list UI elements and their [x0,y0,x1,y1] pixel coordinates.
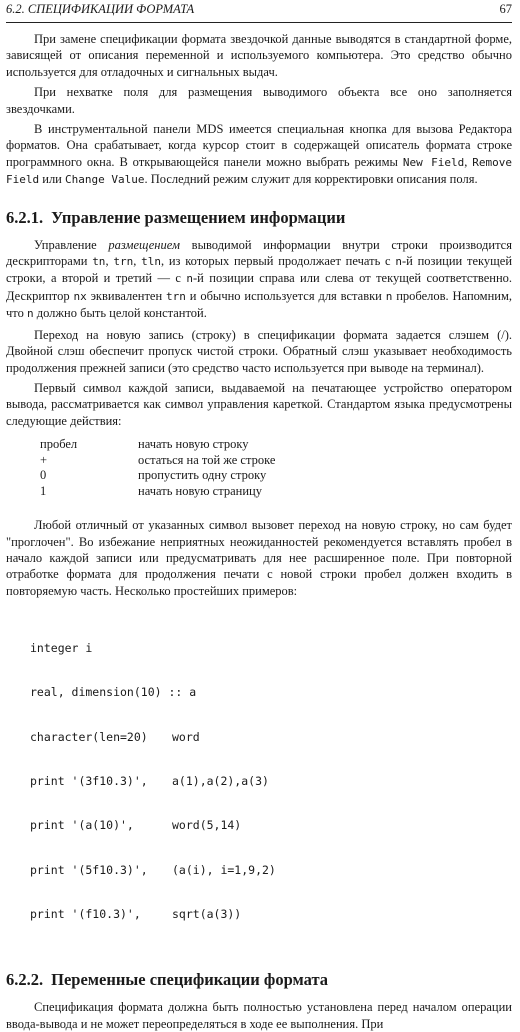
emphasis: размещением [108,237,180,252]
code-trn: trn [166,289,186,303]
paragraph-carriage-control: Первый символ каждой записи, выдаваемой на печатающее устройство оператором вывода, рассматривается как символ управления кареткой. Стандартом языка предусмотрены следующие действия: [6,380,512,428]
page-number: 67 [499,2,512,16]
code-example [30,611,512,951]
text-run: , [464,154,473,169]
code-remove-field: Remove Field [6,155,512,187]
page-content [6,23,512,1032]
control-char: пробел [40,437,78,452]
text-run: , из которых первый продолжает печать с [160,254,396,269]
control-action: начать новую страницу [138,483,262,498]
paragraph-field-overflow: При нехватке поля для размещения выводимого объекта все оно заполняется звездочками. [6,85,512,116]
paragraph-other-symbols: Любой отличный от указанных символ вызовет переход на новую строку, но сам будет "проглочен". Во избежание неприятных неожиданностей рекомендуется вставлять пробел в начало каждой записи или предусматривать для нее расширенное поле. При повторной отработке формата для продолжения печати с новой строки пробел должен входить в повторяемую часть. Несколько простейших примеров: [6,518,512,598]
text-run: выводимой информации внутри строки производится дескрипторами [6,237,512,269]
code-new-field: New Field [402,155,465,169]
code-statement: print '(3f10.3)', [30,773,148,788]
code-line [30,685,512,700]
section-title: Переменные спецификации формата [51,970,329,990]
code-line [30,641,512,656]
code-args: sqrt(a(3)) [172,907,242,922]
code-args: (a(i), i=1,9,2) [172,862,276,877]
text-run: -й позиции справа или слева от текущей соответственно. Дескриптор [6,271,513,303]
table-row [40,484,512,500]
paragraph-asterisk-format: При замене спецификации формата звездочкой данные выводятся в стандартной форме, зависящей от описания переменной и используемого компьютера. Это средство обычно используется для отладочных и сигнальных выдач. [6,32,512,79]
control-char: 0 [40,468,47,483]
code-trn: trn [113,255,134,269]
code-line [30,730,512,745]
code-line [30,818,512,833]
code-statement: real, dimension(10) :: a [30,685,197,700]
code-statement: print '(a(10)', [30,818,134,833]
text-run: , [133,254,142,269]
section-number: 6.2.2. [6,970,44,990]
code-n: n [186,272,193,286]
code-nx: nx [73,289,87,303]
code-line [30,863,512,878]
paragraph-format-editor [6,121,512,189]
code-change-value: Change Value [65,173,145,187]
text-run: должно быть целой константой. [33,306,207,321]
text-run: эквивалентен [86,288,167,303]
text-run: , [105,254,114,269]
control-char: + [40,452,48,467]
code-line [30,907,512,922]
paragraph-slash: Переход на новую запись (строку) в спецификации формата задается слэшем (/). Двойной слэш обеспечит пропуск чистой строки. Обратный слэш указывает необходимость продолжения прежней записи (это средство часто используется при выводе на терминал). [6,327,512,375]
control-action: остаться на той же строке [138,452,276,467]
text-run: Управление [34,237,109,252]
text-run: -й позиции текущей строки, а второй и третий — с [6,254,513,286]
paragraph-descriptors [6,237,512,323]
running-header [6,0,512,23]
section-heading-placement [6,207,512,229]
control-action: начать новую строку [138,437,249,452]
section-number: 6.2.1. [6,207,44,227]
control-char: 1 [40,483,47,498]
code-statement: print '(5f10.3)', [30,862,148,877]
code-tln: tln [141,255,161,269]
text-run: пробелов. Напомним, что [6,288,512,321]
text-run: и обычно используется для вставки [185,288,386,303]
code-statement: print '(f10.3)', [30,907,141,922]
section-heading-variable-format [6,969,512,991]
paragraph-format-fixed: Спецификация формата должна быть полностью установлена перед началом операции ввода-вывода и не может переопределяться в ходе ее выполнения. При [6,1000,512,1031]
text-run: . Последний режим служит для корректировки описания поля. [144,172,478,187]
table-row [40,453,512,469]
text-run: В инструментальной панели MDS имеется специальная кнопка для вызова Редактора форматов. Она срабатывает, когда курсор стоит в содержащей описатель формата строке программного окна. В открывающейся панели можно выбрать режимы [6,122,512,169]
table-row [40,468,512,484]
code-tn: tn [92,255,106,269]
code-statement: character(len=20) [30,729,148,744]
code-args: a(1),a(2),a(3) [172,773,269,788]
carriage-control-table [40,437,512,499]
code-statement: integer i [30,640,93,655]
code-args: word(5,14) [172,818,242,833]
code-line [30,774,512,789]
code-n: n [385,289,393,303]
code-n: n [395,255,402,269]
section-title: Управление размещением информации [51,207,346,227]
text-run: или [39,172,65,187]
table-row [40,437,512,453]
code-n: n [26,307,34,321]
code-args: word [172,729,200,744]
running-title: 6.2. СПЕЦИФИКАЦИИ ФОРМАТА [6,2,195,16]
control-action: пропустить одну строку [138,468,267,483]
